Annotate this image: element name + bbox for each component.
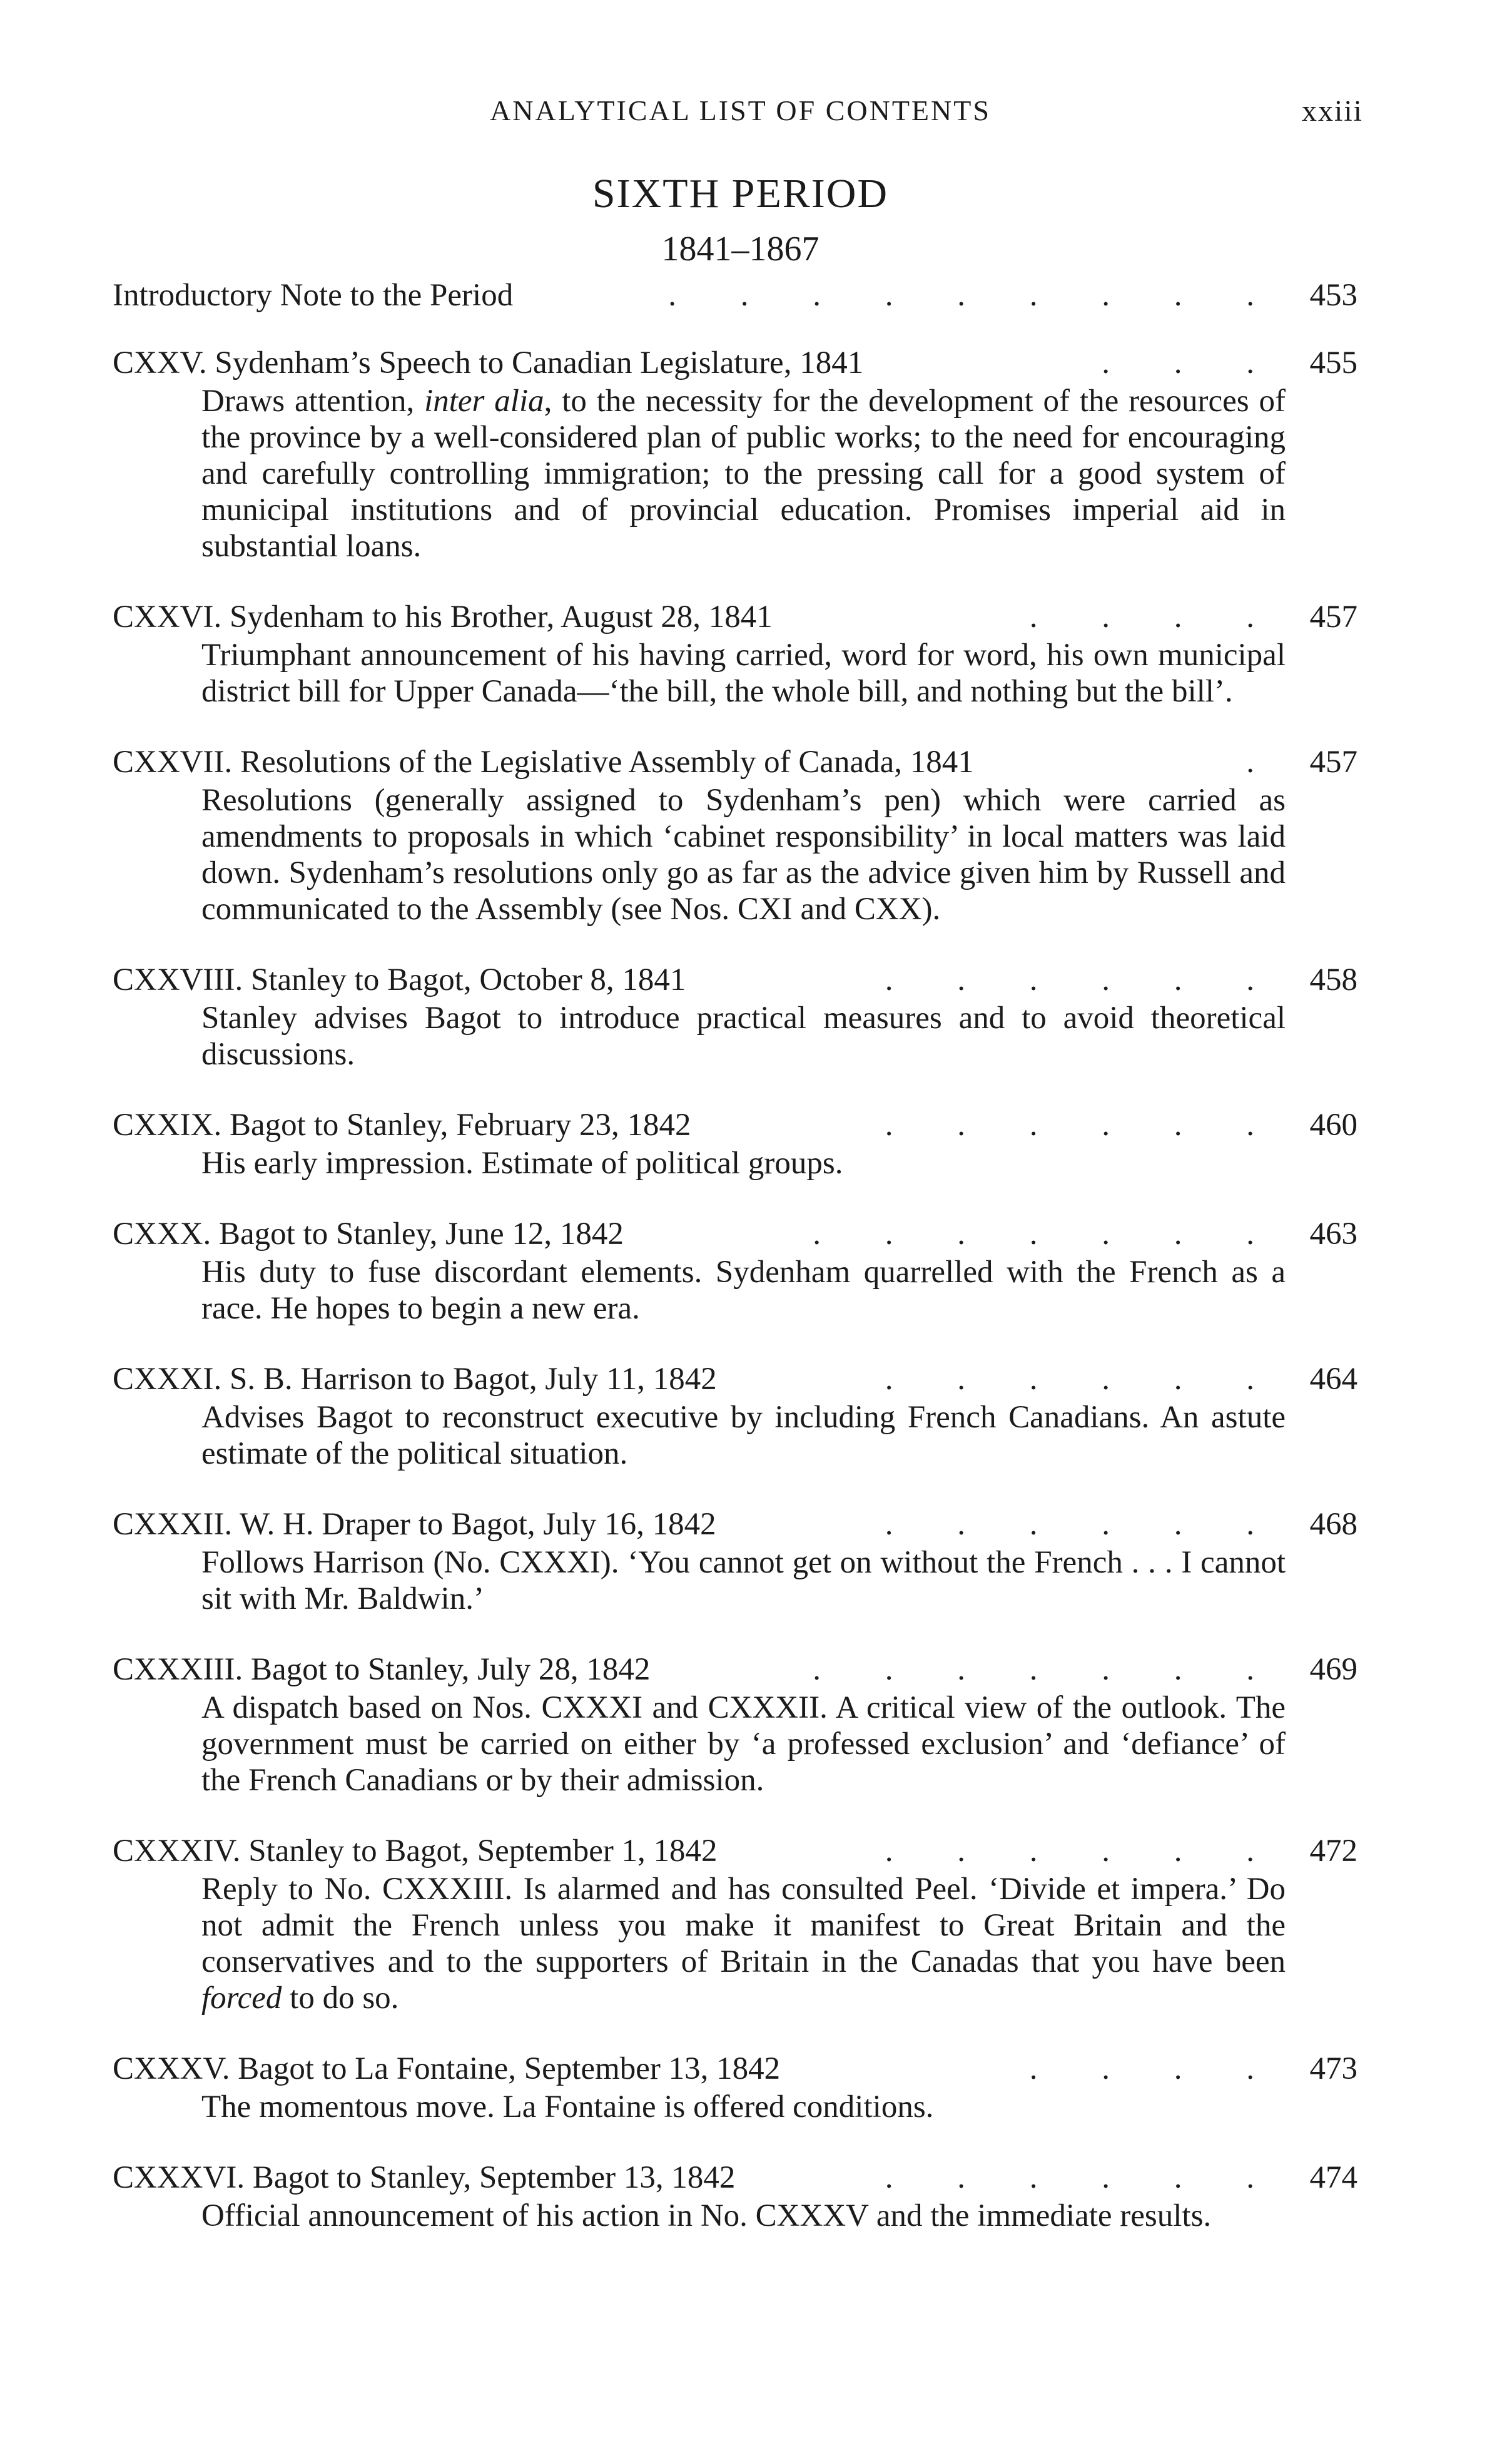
desc-text: , to the necessity for the development of the resources of the province by a well-considered plan of public works; to the need for encouraging and carefully controlling immigration; to the pressing call for a good system of municipal institutions and of provincial education. Promises imperial aid in substantial loans. [201,384,1286,564]
entry-heading [113,742,1357,782]
period-title: SIXTH PERIOD [592,171,889,217]
dot-leader: . . . . . . [885,1507,1282,1542]
entry-heading [113,1105,1357,1145]
dot-leader: . . . . . . [885,1833,1282,1869]
page-number: xxiii [1301,94,1363,128]
dot-leader: . . . . . . . [813,1216,1282,1252]
entry-page-number: 474 [1309,2160,1357,2195]
entry-description: Triumphant announcement of his having carried, word for word, his own municipal district bill for Upper Canada—‘the bill, the whole bill, and nothing but the bill’. [201,638,1286,709]
entry-heading [113,1831,1357,1871]
entry-page-number: 472 [1309,1833,1357,1869]
desc-text: Draws attention, [201,384,425,419]
entry-page-number: 460 [1309,1108,1357,1143]
dot-leader: . . . . [1029,599,1282,635]
contents-entry [113,1105,1357,1181]
entry-description: Resolutions (generally assigned to Sydenham’s pen) which were carried as amendments to proposals in which ‘cabinet responsibility’ in local matters was laid down. Sydenham’s resolutions only go as far as the advice given him by Russell and communicated to the Assembly (see Nos. CXI and CXX). [201,783,1286,927]
entry-heading [113,2049,1357,2089]
contents-entry [113,597,1357,710]
contents-entry [113,960,1357,1073]
entry-page-number: 468 [1309,1507,1357,1542]
entry-description: Official announcement of his action in No. CXXXV and the immediate results. [201,2198,1212,2233]
desc-italic: inter alia [424,384,544,419]
period-dates: 1841–1867 [661,230,819,268]
running-head [118,94,1363,138]
contents-entry [113,1831,1357,2016]
entry-heading [113,960,1357,1000]
entry-page-number: 464 [1309,1362,1357,1397]
contents-entry [113,2049,1357,2125]
entry-page-number: 455 [1309,345,1357,380]
dot-leader: . [1246,745,1282,780]
entry-title: CXXXII. W. H. Draper to Bagot, July 16, 1842 [113,1507,716,1542]
entry-title: CXXX. Bagot to Stanley, June 12, 1842 [113,1216,624,1252]
dot-leader: . . . . . . [885,962,1282,997]
intro-entry [113,275,1357,315]
entry-title: CXXXI. S. B. Harrison to Bagot, July 11, 1842 [113,1362,717,1397]
entry-title: CXXXV. Bagot to La Fontaine, September 13, 1842 [113,2051,781,2086]
dot-leader: . . . . . . . [813,1652,1282,1687]
entry-page-number: 457 [1309,599,1357,635]
entry-description: Advises Bagot to reconstruct executive by including French Canadians. An astute estimate of the political situation. [201,1400,1286,1471]
desc-text: to do so. [282,1981,399,2016]
dot-leader: . . . . [1029,2051,1282,2086]
entry-heading [113,2158,1357,2198]
desc-text: Reply to No. CXXXIII. Is alarmed and has consulted Peel. ‘Divide et impera.’ Do not admit the French unless you make it manifest to Great Britain and the conservatives and to the supporters of Britain in the Canadas that you have been [201,1872,1286,1979]
entry-heading [113,1504,1357,1544]
entry-page-number: 463 [1309,1216,1357,1252]
entry-page-number: 458 [1309,962,1357,997]
running-title: ANALYTICAL LIST OF CONTENTS [490,94,991,126]
entry-description: A dispatch based on Nos. CXXXI and CXXXII. A critical view of the outlook. The government must be carried on either by ‘a professed exclusion’ and ‘defiance’ of the French Canadians or by their admission. [201,1690,1286,1798]
dot-leader: . . . [1102,345,1282,380]
entry-heading [113,1650,1357,1690]
contents-entry [113,742,1357,927]
dot-leader: . . . . . . . . . [668,278,1282,313]
entry-heading [113,597,1357,637]
entry-description: His early impression. Estimate of political groups. [201,1146,843,1181]
entry-page-number: 473 [1309,2051,1357,2086]
contents-entry [113,1650,1357,1798]
entry-title: CXXVI. Sydenham to his Brother, August 28, 1841 [113,599,773,635]
entry-description: Stanley advises Bagot to introduce practical measures and to avoid theoretical discussions. [201,1001,1286,1072]
entry-title: CXXV. Sydenham’s Speech to Canadian Legislature, 1841 [113,345,864,380]
entry-title: CXXXVI. Bagot to Stanley, September 13, 1842 [113,2160,736,2195]
entry-description [201,383,1286,564]
entry-title: CXXVII. Resolutions of the Legislative Assembly of Canada, 1841 [113,745,974,780]
entry-description: Follows Harrison (No. CXXXI). ‘You cannot get on without the French . . . I cannot sit with Mr. Baldwin.’ [201,1545,1286,1616]
contents-entry [113,1359,1357,1472]
entry-heading [113,1359,1357,1399]
entry-title: CXXIX. Bagot to Stanley, February 23, 1842 [113,1108,691,1143]
contents-entry [113,1504,1357,1617]
contents-list [113,275,1357,2267]
entry-title: CXXXIII. Bagot to Stanley, July 28, 1842 [113,1652,651,1687]
entry-heading [113,343,1357,383]
entry-heading [113,1214,1357,1254]
contents-entry [113,2158,1357,2234]
entry-page-number: 469 [1309,1652,1357,1687]
entry-title: CXXXIV. Stanley to Bagot, September 1, 1842 [113,1833,718,1869]
dot-leader: . . . . . . [885,2160,1282,2195]
entry-page-number: 457 [1309,745,1357,780]
dot-leader: . . . . . . [885,1108,1282,1143]
contents-entry [113,343,1357,564]
intro-label: Introductory Note to the Period [113,278,514,313]
entry-description [201,1871,1286,2016]
intro-page-number: 453 [1309,278,1357,313]
entry-title: CXXVIII. Stanley to Bagot, October 8, 1841 [113,962,686,997]
contents-entry [113,1214,1357,1327]
entry-description: His duty to fuse discordant elements. Sydenham quarrelled with the French as a race. He hopes to begin a new era. [201,1255,1286,1326]
entry-description: The momentous move. La Fontaine is offered conditions. [201,2089,934,2124]
desc-italic: forced [201,1981,282,2016]
dot-leader: . . . . . . [885,1362,1282,1397]
